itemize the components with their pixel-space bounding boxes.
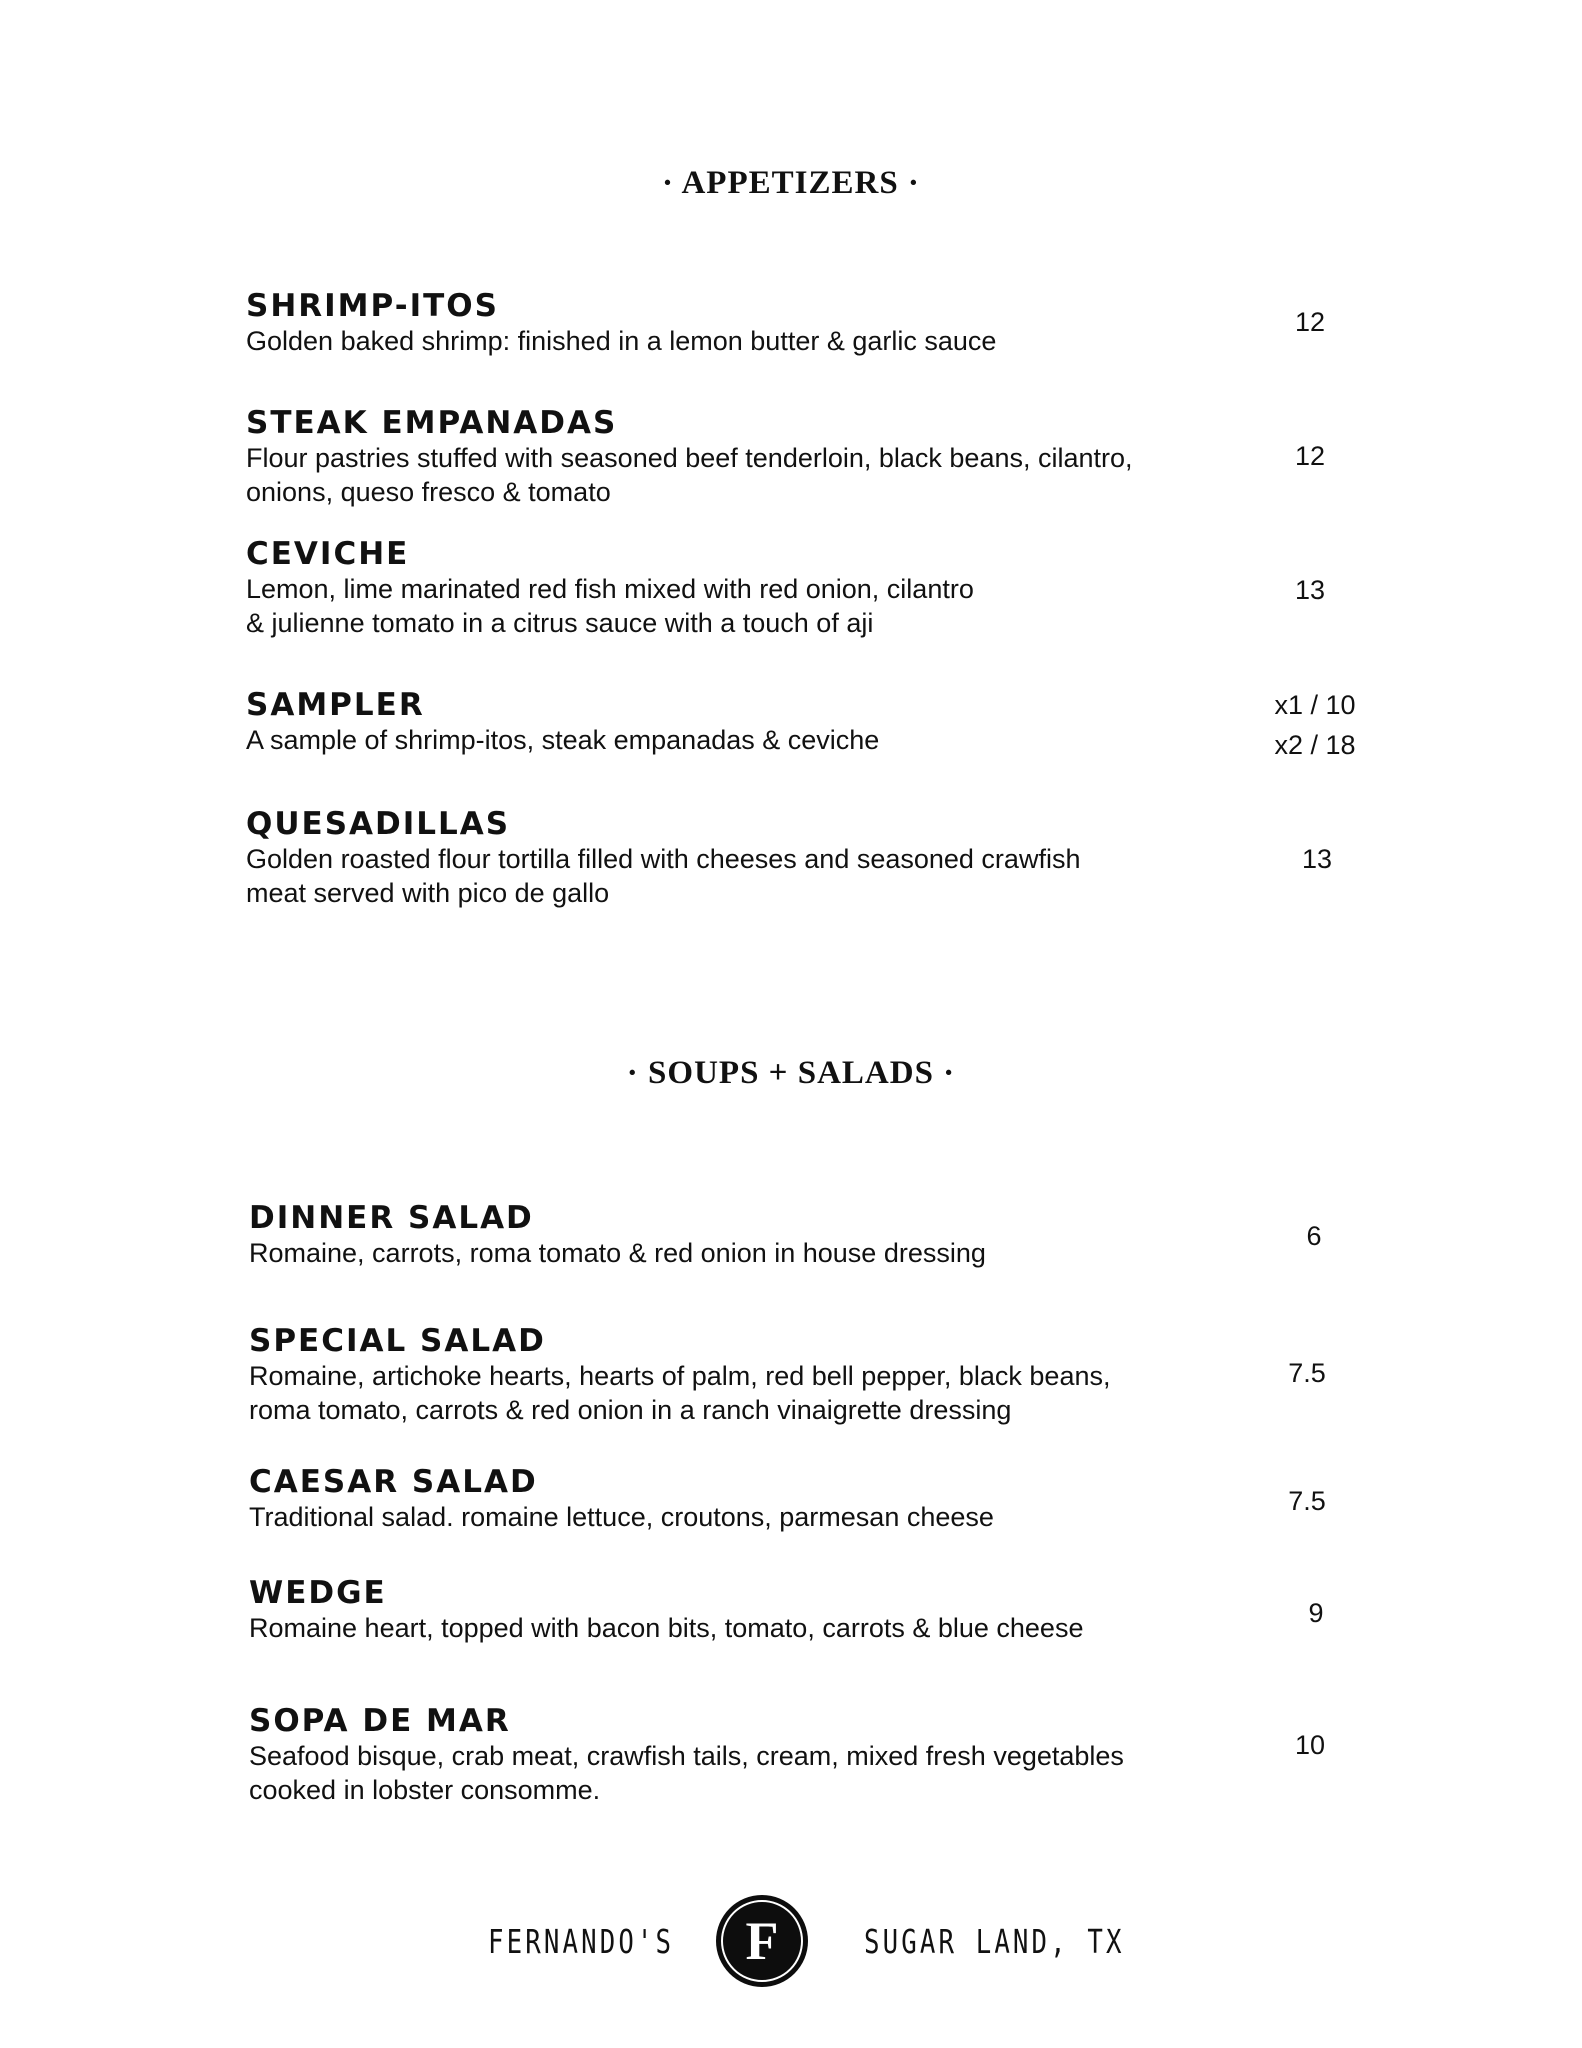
circle-f-logo-icon [716,1895,808,1987]
item-price: 7.5 [1288,1486,1326,1516]
item-price: 10 [1294,1730,1326,1760]
menu-item-quesadillas [246,806,1366,910]
item-name: DINNER SALAD [249,1200,534,1236]
item-description: Lemon, lime marinated red fish mixed with red onion, cilantro & julienne tomato in a citrus sauce with a touch of aji [246,574,974,638]
item-price-sampler [1215,685,1415,765]
price-x1: x1 / 10 [1274,690,1356,720]
item-name: CEVICHE [246,536,410,572]
menu-item-steak-empanadas [246,405,1366,509]
item-description: Romaine, artichoke hearts, hearts of palm, red bell pepper, black beans, roma tomato, carrots & red onion in a ranch vinaigrette dressing [249,1361,1111,1425]
item-price: 9 [1308,1598,1324,1628]
item-price: 13 [1301,844,1333,874]
item-description: Romaine, carrots, roma tomato & red onion in house dressing [249,1238,986,1268]
menu-item-caesar-salad [249,1464,1369,1534]
item-description: Traditional salad. romaine lettuce, croutons, parmesan cheese [249,1502,994,1532]
menu-item-ceviche [246,536,1366,640]
soups-salads-heading: · SOUPS + SALADS · [626,1055,956,1091]
appetizers-heading: · APPETIZERS · [662,165,920,201]
menu-item-shrimp-itos [246,288,1366,358]
restaurant-name: FERNANDO'S [488,1922,675,1961]
item-price: 12 [1294,307,1326,337]
item-name: SOPA DE MAR [249,1703,511,1739]
item-description: Golden roasted flour tortilla filled with cheeses and seasoned crawfish meat served with pico de gallo [246,844,1081,908]
menu-item-dinner-salad [249,1200,1369,1270]
menu-item-sampler [246,687,1366,757]
item-description: Seafood bisque, crab meat, crawfish tails, cream, mixed fresh vegetables cooked in lobster consomme. [249,1741,1124,1805]
menu-item-wedge [249,1575,1369,1645]
menu-item-sopa-de-mar [249,1703,1369,1807]
item-description: Golden baked shrimp: finished in a lemon butter & garlic sauce [246,326,997,356]
menu-item-special-salad [249,1323,1369,1427]
item-name: STEAK EMPANADAS [246,405,618,441]
restaurant-location: SUGAR LAND, TX [864,1922,1125,1961]
item-price: 12 [1294,441,1326,471]
item-description: Romaine heart, topped with bacon bits, tomato, carrots & blue cheese [249,1613,1084,1643]
item-name: SAMPLER [246,687,425,723]
item-name: SHRIMP-ITOS [246,288,499,324]
item-description: A sample of shrimp-itos, steak empanadas & ceviche [246,725,880,755]
item-price: 13 [1294,575,1326,605]
item-name: CAESAR SALAD [249,1464,538,1500]
item-name: QUESADILLAS [246,806,511,842]
logo-letter: F [745,1911,779,1971]
item-name: SPECIAL SALAD [249,1323,546,1359]
item-name: WEDGE [249,1575,387,1611]
item-price: 6 [1306,1221,1322,1251]
item-price: 7.5 [1288,1358,1326,1388]
price-x2: x2 / 18 [1274,730,1356,760]
item-description: Flour pastries stuffed with seasoned beef tenderloin, black beans, cilantro, onions, queso fresco & tomato [246,443,1133,507]
